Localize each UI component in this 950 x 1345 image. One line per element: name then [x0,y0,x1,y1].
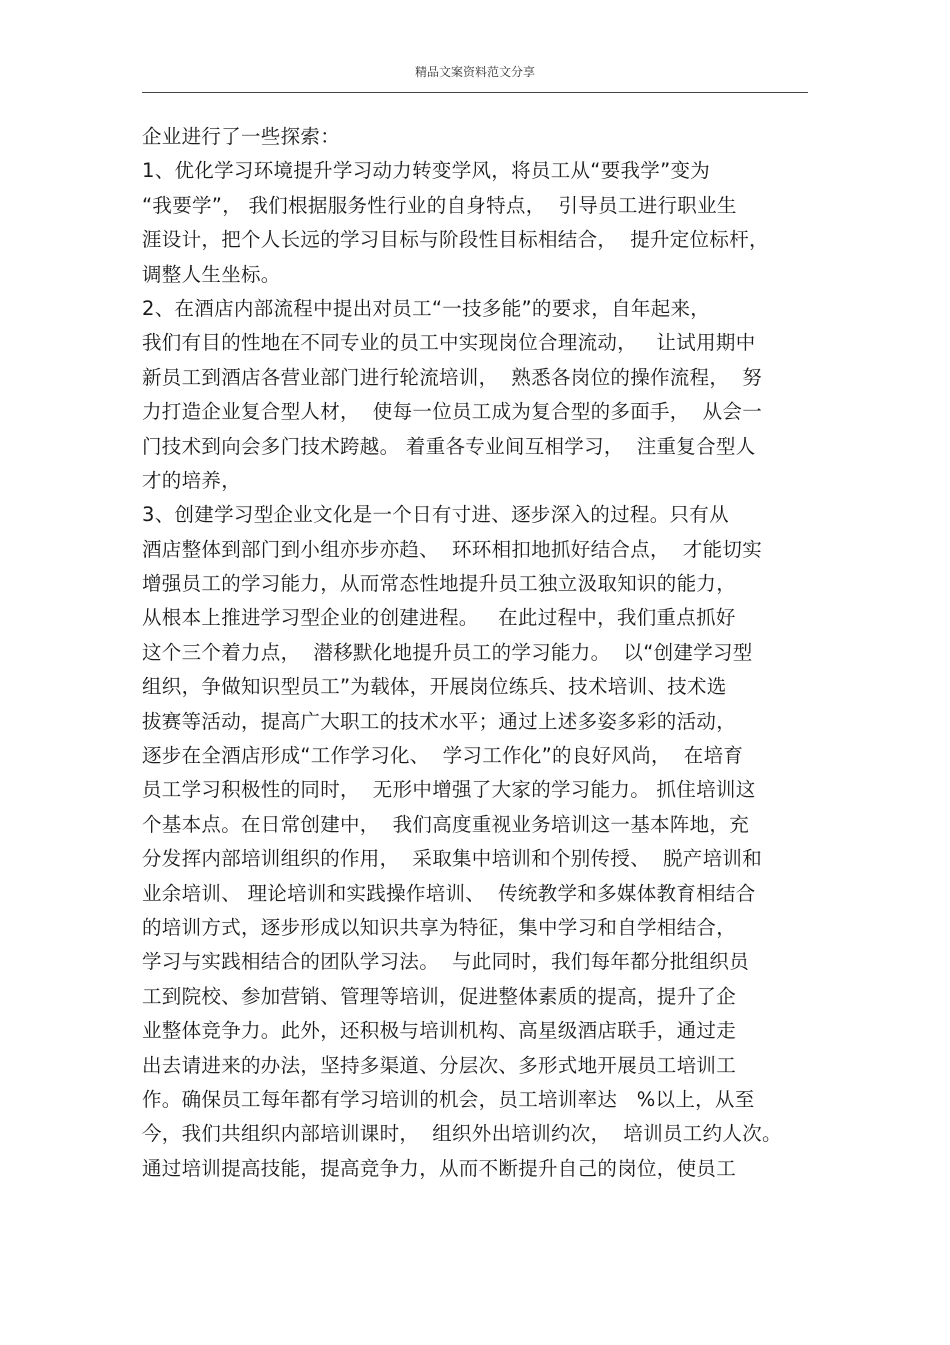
text-line: 学习与实践相结合的团队学习法。 与此同时，我们每年都分批组织员 [142,950,749,974]
document-body [142,120,812,1186]
text-line: 2、在酒店内部流程中提出对员工“一技多能”的要求，自年起来， [142,296,711,320]
page-header: 精品文案资料范文分享 [142,62,808,93]
text-line: 工到院校、参加营销、管理等培训，促进整体素质的提高，提升了企 [142,984,737,1008]
text-line: 的培训方式，逐步形成以知识共享为特征，集中学习和自学相结合， [142,915,737,939]
text-line: 组织，争做知识型员工”为载体，开展岗位练兵、技术培训、技术选 [142,675,727,699]
text-line: 力打造企业复合型人材， 使每一位员工成为复合型的多面手， 从会一 [142,400,762,424]
text-line: 拔赛等活动，提高广大职工的技术水平；通过上述多姿多彩的活动， [142,709,737,733]
text-line: 门技术到向会多门技术跨越。 着重各专业间互相学习， 注重复合型人 [142,434,756,458]
text-line: 出去请进来的办法，坚持多渠道、分层次、多形式地开展员工培训工 [142,1053,737,1077]
text-line: 个基本点。在日常创建中， 我们高度重视业务培训这一基本阵地，充 [142,812,749,836]
text-line: 才的培养， [142,468,242,492]
text-line: 酒店整体到部门到小组亦步亦趋、 环环相扣地抓好结合点， 才能切实 [142,537,762,561]
text-line: 企业进行了一些探索： [142,125,341,148]
text-line: 增强员工的学习能力，从而常态性地提升员工独立汲取知识的能力， [142,572,737,596]
text-line: 1、优化学习环境提升学习动力转变学风，将员工从“要我学”变为 [142,159,711,183]
text-line: 3、创建学习型企业文化是一个日有寸进、逐步深入的过程。只有从 [142,503,729,527]
text-line: 业余培训、 理论培训和实践操作培训、 传统教学和多媒体教育相结合 [142,881,756,905]
text-line: 我们有目的性地在不同专业的员工中实现岗位合理流动， 让试用期中 [142,331,756,355]
text-line: 调整人生坐标。 [142,262,281,286]
text-line: 从根本上推进学习型企业的创建进程。 在此过程中，我们重点抓好 [142,606,736,630]
text-line: 分发挥内部培训组织的作用， 采取集中培训和个别传授、 脱产培训和 [142,847,762,871]
text-line: “我要学”， 我们根据服务性行业的自身特点， 引导员工进行职业生 [142,193,737,217]
text-line: 今，我们共组织内部培训课时， 组织外出培训约次， 培训员工约人次。 [142,1122,782,1146]
text-line: 这个三个着力点， 潜移默化地提升员工的学习能力。 以“创建学习型 [142,640,753,664]
text-line: 员工学习积极性的同时， 无形中增强了大家的学习能力。 抓住培训这 [142,778,756,802]
text-line: 逐步在全酒店形成“工作学习化、 学习工作化”的良好风尚， 在培育 [142,744,744,768]
text-line: 涯设计，把个人长远的学习目标与阶段性目标相结合， 提升定位标杆， [142,228,769,252]
text-line: 作。确保员工每年都有学习培训的机会，员工培训率达 %以上，从至 [142,1087,755,1111]
text-line: 业整体竞争力。此外，还积极与培训机构、高星级酒店联手，通过走 [142,1019,737,1043]
text-line: 通过培训提高技能，提高竞争力，从而不断提升自己的岗位，使员工 [142,1156,737,1180]
text-line: 新员工到酒店各营业部门进行轮流培训， 熟悉各岗位的操作流程， 努 [142,365,762,389]
